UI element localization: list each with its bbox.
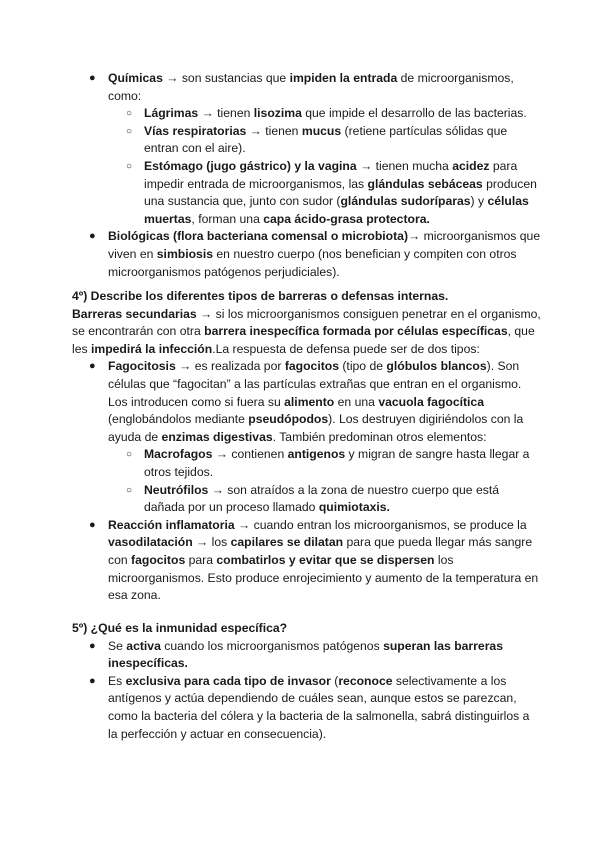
list-item-activa: ● Se activa cuando los microorganismos patógenos superan las barreras inespecíficas.: [89, 638, 503, 671]
disc-bullet-icon: ●: [89, 674, 96, 687]
list-item-quimicas: ● Químicas → son sustancias que impiden la entrada de microorganismos, como: ○ Lágrimas → tienen lisozima que impide el desarrollo de las bacterias. ○ Vías respiratorias → tienen mucus (retiene partículas sólidas que entran con el aire). ○ Estómago (jugo gástrico) y la vagina → tienen mucha acidez para impedir entrada de microorganismos, las glándulas sebáceas producen una sustancia que, junto con sudor (glándulas sudoríparas) y células muertas, forman una capa ácido-grasa protectora.: [0, 70, 600, 228]
list-item-exclusiva: ● Es exclusiva para cada tipo de invasor (reconoce selectivamente a los antígenos y actúa dependiendo de cuáles sean, aunque estos se parezcan, como la bacteria del cólera y la bacteria de la salmonella, sabrá distinguirlos a la perfección y actuar en consecuencia).: [89, 673, 530, 741]
list-item-biologicas: ● Biológicas (flora bacteriana comensal o microbiota)→ microorganismos que viven en simbiosis en nuestro cuerpo (nos benefician y compiten con otros microorganismos patógenos perjudiciales).: [89, 229, 541, 279]
disc-bullet-icon: ●: [89, 230, 96, 243]
circle-bullet-icon: ○: [126, 484, 133, 496]
section-question-5: [0, 620, 600, 743]
disc-bullet-icon: ●: [89, 72, 96, 84]
fagocitosis-sublist: [0, 446, 600, 516]
list-item-reaccion-inflamatoria: ● Reacción inflamatoria → cuando entran los microorganismos, se produce la vasodilatación → los capilares se dilatan para que pueda llegar más sangre con fagocitos para combatirlos y evitar que se dispersen los microorganismos. Esto produce enrojecimiento y aumento de la temperatura en esa zona.: [89, 517, 539, 603]
sublist-item-estomago: ○ Estómago (jugo gástrico) y la vagina → tienen mucha acidez para impedir entrada de microorganismos, las glándulas sebáceas producen una sustancia que, junto con sudor (glándulas sudoríparas) y células muertas, forman una capa ácido-grasa protectora.: [126, 158, 537, 226]
quimicas-sublist: [0, 105, 600, 228]
question-5-heading: 5º) ¿Qué es la inmunidad específica?: [72, 621, 288, 635]
question-4-heading: 4º) Describe los diferentes tipos de barreras o defensas internas.: [72, 289, 449, 303]
barrier-list: [0, 70, 600, 281]
disc-bullet-icon: ●: [89, 360, 96, 373]
defense-types-list: [0, 358, 600, 604]
sublist-item-macrofagos: ○ Macrofagos → contienen antigenos y migran de sangre hasta llegar a otros tejidos.: [126, 447, 530, 479]
disc-bullet-icon: ●: [89, 518, 96, 531]
circle-bullet-icon: ○: [126, 160, 133, 172]
specific-immunity-list: [0, 638, 600, 744]
barreras-secundarias-paragraph: Barreras secundarias → si los microorganismos consiguen penetrar en el organismo, se encontrarán con otra barrera inespecífica formada por células específicas, que les impedirá la infección.La respuesta de defensa puede ser de dos tipos:: [72, 306, 541, 356]
disc-bullet-icon: ●: [89, 639, 96, 652]
sublist-item-vias: ○ Vías respiratorias → tienen mucus (retiene partículas sólidas que entran con el aire).: [126, 123, 508, 156]
section-question-4: [0, 288, 600, 605]
circle-bullet-icon: ○: [126, 108, 133, 120]
sublist-item-lagrimas: ○ Lágrimas → tienen lisozima que impide el desarrollo de las bacterias.: [0, 105, 600, 123]
circle-bullet-icon: ○: [126, 449, 133, 461]
list-item-fagocitosis: ● Fagocitosis → es realizada por fagocitos (tipo de glóbulos blancos). Son células que “fagocitan” a las partículas extrañas que entran en el organismo. Los introducen como si fuera su alimento en una vacuola fagocítica (englobándolos mediante pseudópodos). Los destruyen digiriéndolos con la ayuda de enzimas digestivas. También predominan otros elementos: ○ Macrofagos → contienen antigenos y migran de sangre hasta llegar a otros tejidos. ○ Neutrófilos → son atraídos a la zona de nuestro cuerpo que está dañada por un proceso llamado quimiotaxis.: [0, 358, 600, 516]
circle-bullet-icon: ○: [126, 125, 133, 137]
sublist-item-neutrofilos: ○ Neutrófilos → son atraídos a la zona de nuestro cuerpo que está dañada por un proceso llamado quimiotaxis.: [126, 482, 499, 515]
